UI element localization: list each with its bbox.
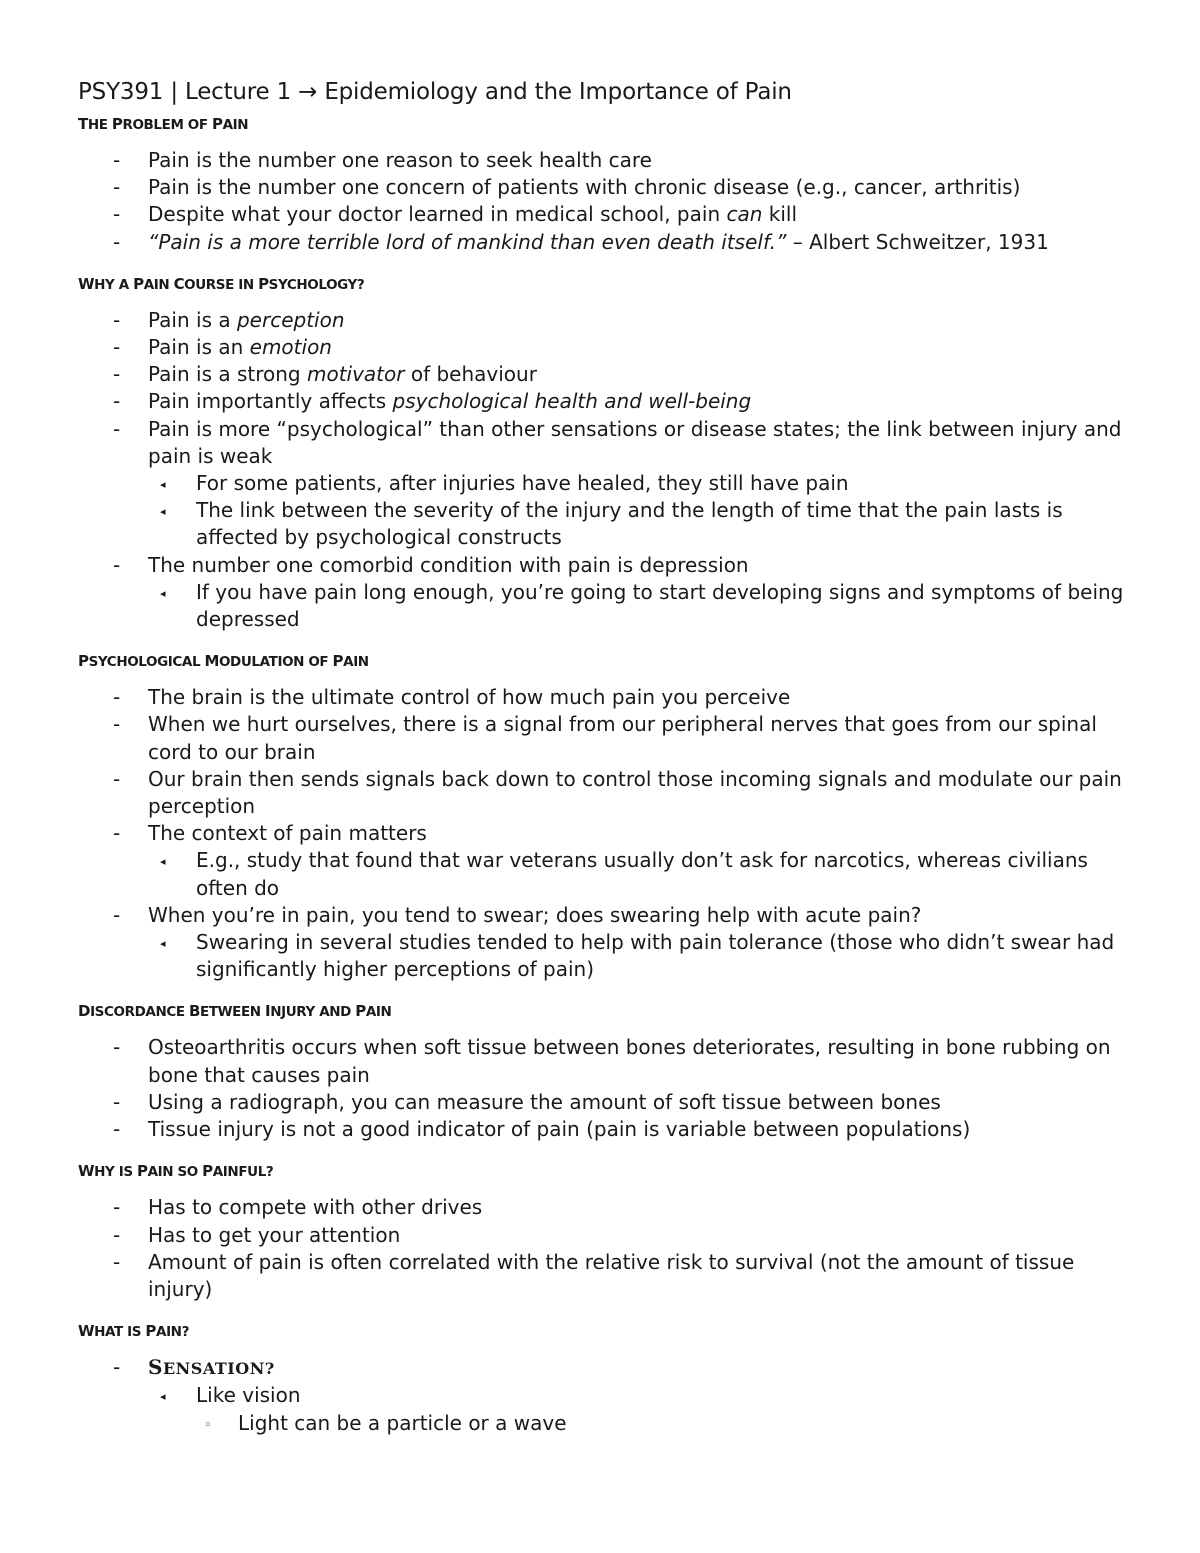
list-item: - Tissue injury is not a good indicator of pain (pain is variable between populations): [78, 1116, 1138, 1143]
sub-sub-list-item: ◦ Light can be a particle or a wave: [196, 1410, 1138, 1437]
sub-list-item: ◂ Swearing in several studies tended to help with pain tolerance (those who didn’t swear had significantly higher perceptions of pain): [148, 929, 1138, 983]
sub-list: [148, 847, 1138, 901]
section-heading-what-is-pain: WHAT IS PAIN?: [78, 1322, 190, 1341]
list-item: - The context of pain matters ◂ E.g., study that found that war veterans usually don’t ask for narcotics, whereas civilians often do: [78, 820, 1138, 902]
sub-list: [148, 1382, 1138, 1436]
sub-sub-list: [196, 1410, 1138, 1437]
sub-list: [148, 579, 1138, 633]
list-item: - The brain is the ultimate control of how much pain you perceive: [78, 684, 1138, 711]
list-item: - SENSATION? ◂ Like vision ◦ Light can be a particle or a wave: [78, 1354, 1138, 1437]
section-heading-psychological-modulation: PSYCHOLOGICAL MODULATION OF PAIN: [78, 652, 369, 671]
bullet-list: [78, 1354, 1138, 1437]
list-item: - Amount of pain is often correlated with the relative risk to survival (not the amount of tissue injury): [78, 1249, 1138, 1303]
list-item: - Pain is the number one reason to seek health care: [78, 147, 1138, 174]
bullet-list: [78, 307, 1138, 633]
list-item: - Has to get your attention: [78, 1222, 1138, 1249]
bullet-list: [78, 147, 1138, 256]
list-item: - Pain is the number one concern of patients with chronic disease (e.g., cancer, arthritis): [78, 174, 1138, 201]
list-item: - Using a radiograph, you can measure the amount of soft tissue between bones: [78, 1089, 1138, 1116]
bullet-list: [78, 1034, 1138, 1143]
sub-list-item: ◂ Like vision ◦ Light can be a particle or a wave: [148, 1382, 1138, 1436]
list-item: - Osteoarthritis occurs when soft tissue between bones deteriorates, resulting in bone rubbing on bone that causes pain: [78, 1034, 1138, 1088]
list-item: - Pain is a strong motivator of behaviour: [78, 361, 1138, 388]
list-item: - Pain is an emotion: [78, 334, 1138, 361]
page-title: PSY391 | Lecture 1 → Epidemiology and the Importance of Pain: [78, 79, 792, 105]
list-item: - When we hurt ourselves, there is a signal from our peripheral nerves that goes from our spinal cord to our brain: [78, 711, 1138, 765]
list-item: - The number one comorbid condition with pain is depression ◂ If you have pain long enough, you’re going to start developing signs and symptoms of being depressed: [78, 552, 1138, 634]
list-item: - Has to compete with other drives: [78, 1194, 1138, 1221]
sub-list-item: ◂ The link between the severity of the injury and the length of time that the pain lasts is affected by psychological constructs: [148, 497, 1138, 551]
section-heading-why-painful: WHY IS PAIN SO PAINFUL?: [78, 1162, 274, 1181]
list-item: - Despite what your doctor learned in medical school, pain can kill: [78, 201, 1138, 228]
section-heading-why-pain-course: WHY A PAIN COURSE IN PSYCHOLOGY?: [78, 274, 365, 293]
section-heading-problem-of-pain: THE PROBLEM OF PAIN: [78, 115, 249, 133]
document-page: [78, 76, 1138, 1455]
list-item: - Pain is a perception: [78, 307, 1138, 334]
sub-list: [148, 470, 1138, 552]
section-heading-discordance: DISCORDANCE BETWEEN INJURY AND PAIN: [78, 1002, 392, 1021]
sub-list-item: ◂ For some patients, after injuries have healed, they still have pain: [148, 470, 1138, 497]
bullet-list: [78, 1194, 1138, 1303]
list-item: - Pain importantly affects psychological health and well-being: [78, 388, 1138, 415]
sub-list-item: ◂ E.g., study that found that war veterans usually don’t ask for narcotics, whereas civilians often do: [148, 847, 1138, 901]
list-item: - “Pain is a more terrible lord of mankind than even death itself.” – Albert Schweitzer, 1931: [78, 229, 1138, 256]
sub-list-item: ◂ If you have pain long enough, you’re going to start developing signs and symptoms of being depressed: [148, 579, 1138, 633]
bullet-list: [78, 684, 1138, 983]
sub-list: [148, 929, 1138, 983]
list-item: - Pain is more “psychological” than other sensations or disease states; the link between injury and pain is weak ◂ For some patients, after injuries have healed, they still have pain ◂ The link between the severity of the injury and the length of time that the pain lasts is affected by psychological constructs: [78, 416, 1138, 552]
list-item: - When you’re in pain, you tend to swear; does swearing help with acute pain? ◂ Swearing in several studies tended to help with pain tolerance (those who didn’t swear had significantly higher perceptions of pain): [78, 902, 1138, 984]
quote-text: “Pain is a more terrible lord of mankind than even death itself.”: [148, 229, 787, 254]
list-item: - Our brain then sends signals back down to control those incoming signals and modulate our pain perception: [78, 766, 1138, 820]
